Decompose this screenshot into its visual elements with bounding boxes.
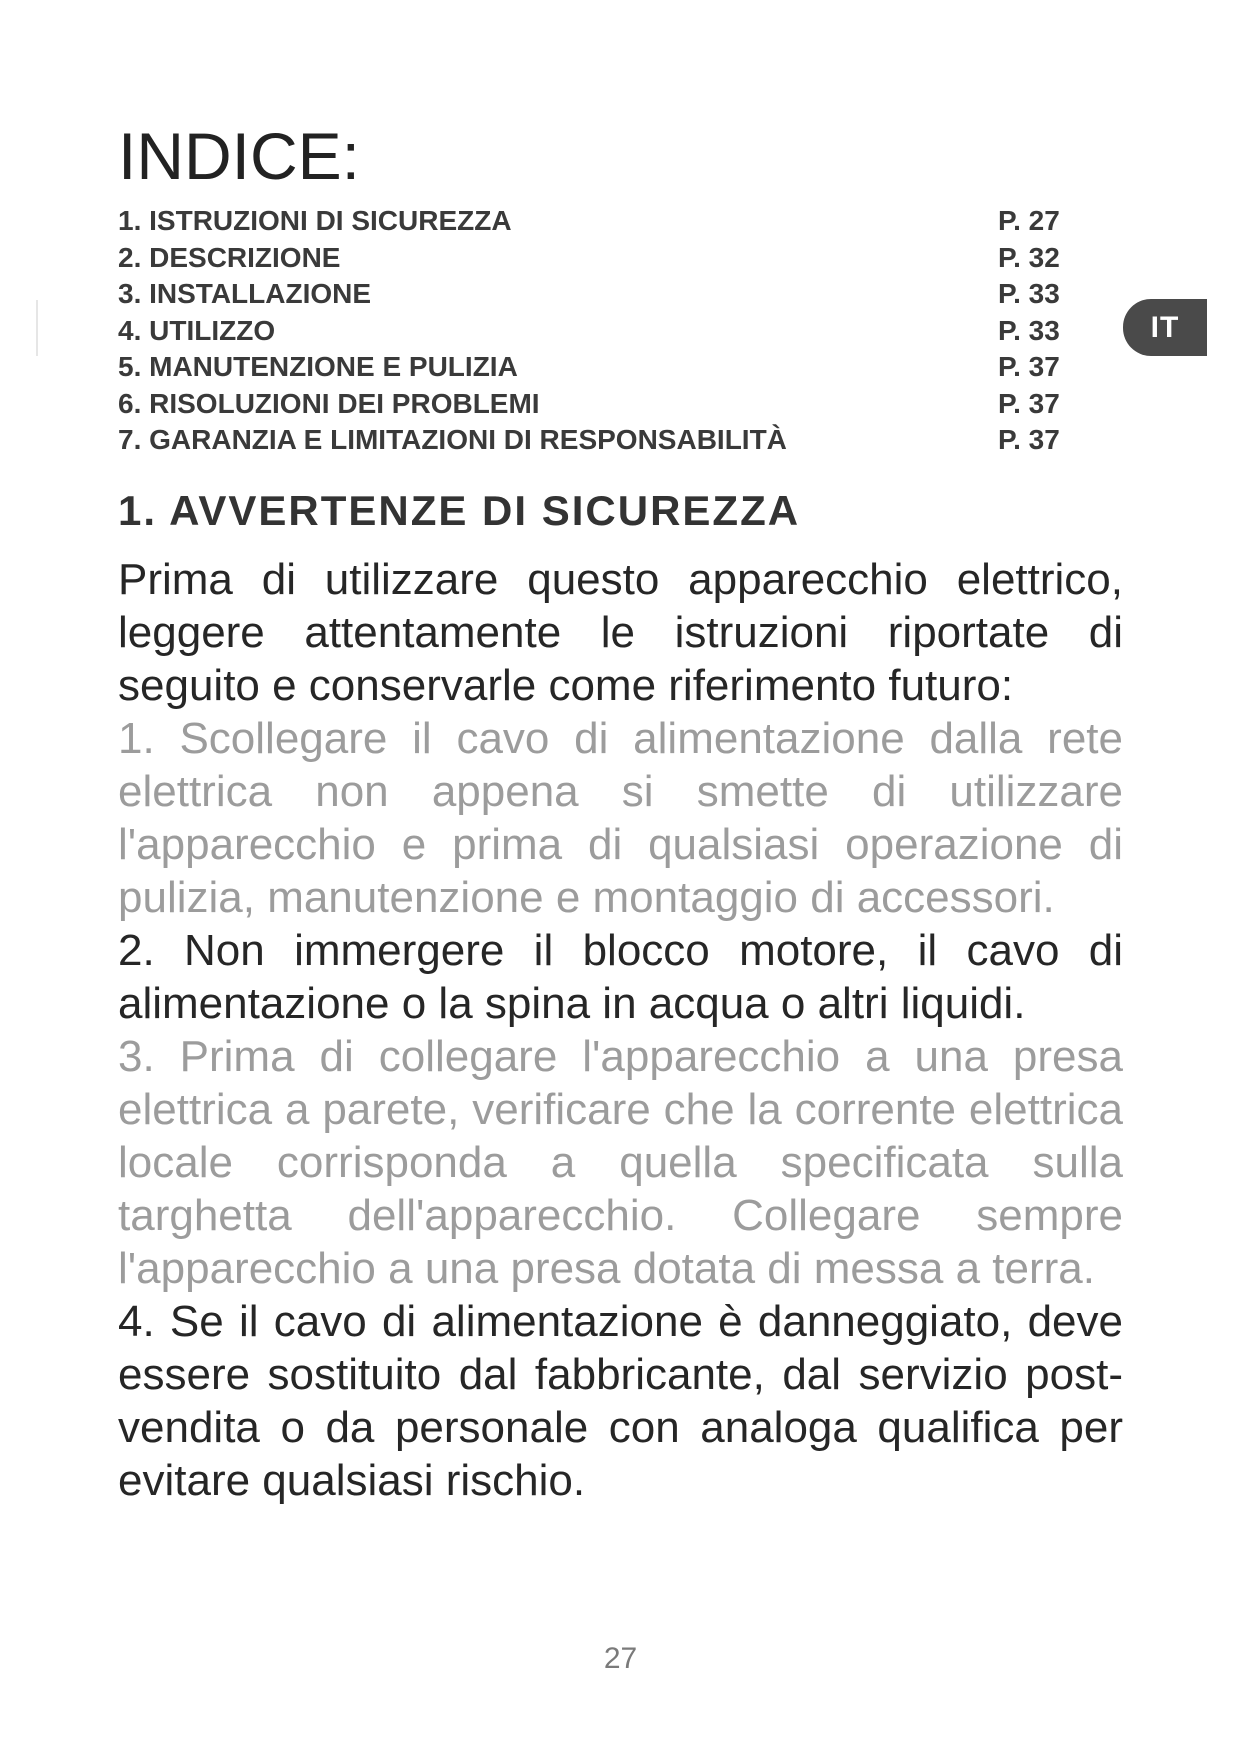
toc-page: P. 37 [998, 424, 1060, 455]
toc-label: 2. DESCRIZIONE [118, 241, 341, 273]
margin-mark [36, 300, 38, 356]
safety-item: 1. Scollegare il cavo di alimentazione dalla rete elettrica non appena si smette di utilizzare l'apparecchio e prima di qualsiasi operazione di pulizia, manutenzione e montaggio di accessori. [118, 714, 1123, 922]
safety-item: 4. Se il cavo di alimentazione è danneggiato, deve essere sostituito dal fabbricante, dal servizio post-vendita o da personale con analoga qualifica per evitare qualsiasi rischio. [118, 1297, 1123, 1505]
toc-label: 1. ISTRUZIONI DI SICUREZZA [118, 205, 512, 236]
toc-label: 5. MANUTENZIONE E PULIZIA [118, 351, 518, 382]
intro-paragraph: Prima di utilizzare questo apparecchio elettrico, leggere attentamente le istruzioni riportate di seguito e conservarle come riferimento futuro: [118, 555, 1123, 710]
toc-row [118, 203, 1073, 240]
toc-label: 3. INSTALLAZIONE [118, 278, 372, 309]
toc-page: P. 37 [998, 351, 1060, 382]
toc-label: 6. RISOLUZIONI DEI PROBLEMI [118, 387, 540, 419]
section-heading: 1. AVVERTENZE DI SICUREZZA [118, 487, 801, 534]
toc-row [118, 386, 1073, 423]
toc-page: P. 37 [998, 387, 1060, 419]
toc-row [118, 276, 1073, 313]
toc-page: P. 27 [998, 205, 1060, 236]
toc-label: 7. GARANZIA E LIMITAZIONI DI RESPONSABILITÀ [118, 424, 787, 455]
safety-item: 3. Prima di collegare l'apparecchio a una presa elettrica a parete, verificare che la corrente elettrica locale corrisponda a quella specificata sulla targhetta dell'apparecchio. Collegare sempre l'apparecchio a una presa dotata di messa a terra. [118, 1032, 1123, 1293]
language-tab: IT [1123, 299, 1207, 356]
toc-row [118, 240, 1073, 277]
table-of-contents [118, 203, 1073, 459]
toc-row [118, 313, 1073, 350]
toc-label: 4. UTILIZZO [118, 314, 276, 346]
index-title: INDICE: [118, 119, 361, 193]
toc-page: P. 33 [998, 314, 1060, 346]
safety-item: 2. Non immergere il blocco motore, il cavo di alimentazione o la spina in acqua o altri liquidi. [118, 926, 1123, 1028]
section-body [118, 553, 1123, 1507]
toc-page: P. 33 [998, 278, 1060, 309]
toc-row [118, 422, 1073, 459]
page-number: 27 [603, 1642, 638, 1675]
toc-page: P. 32 [998, 241, 1060, 273]
toc-row [118, 349, 1073, 386]
